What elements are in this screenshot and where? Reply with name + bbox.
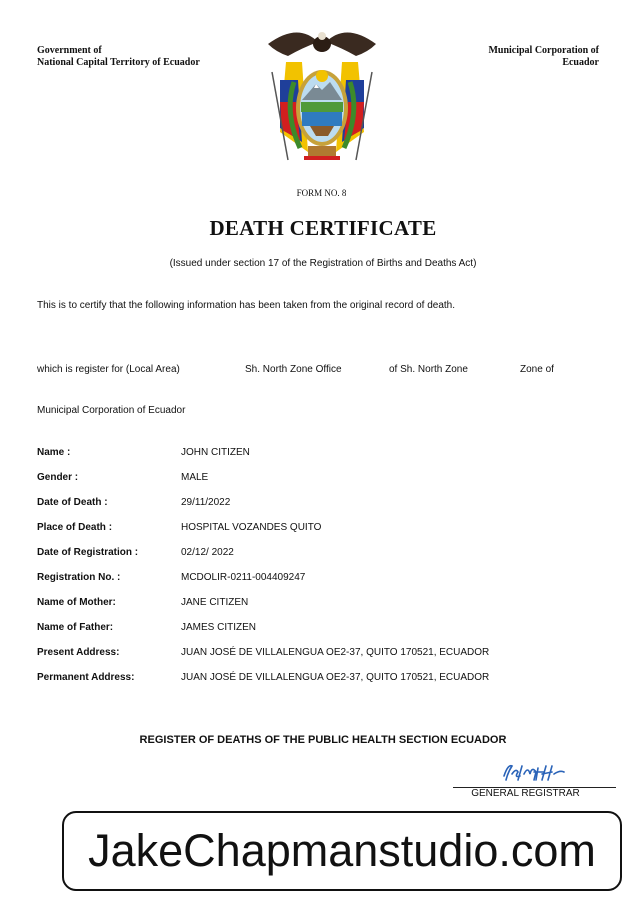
registration-zone-of: Zone of bbox=[520, 364, 554, 375]
field-gender-value: MALE bbox=[181, 472, 209, 483]
field-date-of-death-value: 29/11/2022 bbox=[181, 497, 231, 508]
municipal-line: Municipal Corporation of Ecuador bbox=[37, 405, 186, 416]
registration-office: Sh. North Zone Office bbox=[245, 364, 342, 375]
field-date-of-registration-label: Date of Registration : bbox=[37, 547, 139, 558]
issued-under-note: (Issued under section 17 of the Registration of Births and Deaths Act) bbox=[169, 258, 477, 269]
certify-statement: This is to certify that the following information has been taken from the original record of death. bbox=[37, 300, 455, 311]
field-date-of-registration-value: 02/12/ 2022 bbox=[181, 547, 234, 558]
field-permanent-address-label: Permanent Address: bbox=[37, 672, 135, 683]
field-name-value: JOHN CITIZEN bbox=[181, 447, 250, 458]
registration-of-zone: of Sh. North Zone bbox=[389, 364, 468, 375]
general-registrar-label: GENERAL REGISTRAR bbox=[471, 788, 580, 799]
watermark-banner bbox=[62, 811, 622, 891]
header-municipal bbox=[488, 45, 599, 69]
watermark-text: JakeChapmanstudio.com bbox=[88, 825, 596, 876]
header-government bbox=[37, 45, 200, 69]
field-gender-label: Gender : bbox=[37, 472, 79, 483]
form-number: FORM NO. 8 bbox=[296, 188, 347, 198]
coat-of-arms-icon bbox=[258, 22, 386, 170]
field-present-address-value: JUAN JOSÉ DE VILLALENGUA OE2-37, QUITO 170521, ECUADOR bbox=[181, 647, 490, 658]
header-municipal-line1: Municipal Corporation of bbox=[488, 45, 599, 56]
field-registration-no-value: MCDOLIR-0211-004409247 bbox=[181, 572, 306, 583]
field-place-of-death-label: Place of Death : bbox=[37, 522, 113, 533]
field-mother-value: JANE CITIZEN bbox=[181, 597, 249, 608]
registration-prefix: which is register for (Local Area) bbox=[37, 364, 180, 375]
field-father-value: JAMES CITIZEN bbox=[181, 622, 257, 633]
field-place-of-death-value: HOSPITAL VOZANDES QUITO bbox=[181, 522, 322, 533]
field-present-address-label: Present Address: bbox=[37, 647, 120, 658]
header-government-line1: Government of bbox=[37, 45, 102, 56]
field-father-label: Name of Father: bbox=[37, 622, 114, 633]
header-government-line2: National Capital Territory of Ecuador bbox=[37, 57, 200, 68]
field-mother-label: Name of Mother: bbox=[37, 597, 116, 608]
certificate-title: DEATH CERTIFICATE bbox=[209, 216, 437, 240]
field-permanent-address-value: JUAN JOSÉ DE VILLALENGUA OE2-37, QUITO 170521, ECUADOR bbox=[181, 672, 490, 683]
register-title: REGISTER OF DEATHS OF THE PUBLIC HEALTH SECTION ECUADOR bbox=[139, 734, 507, 746]
signature-icon bbox=[498, 760, 570, 784]
header-municipal-line2: Ecuador bbox=[562, 57, 599, 68]
field-date-of-death-label: Date of Death : bbox=[37, 497, 108, 508]
field-registration-no-label: Registration No. : bbox=[37, 572, 121, 583]
field-name-label: Name : bbox=[37, 447, 71, 458]
